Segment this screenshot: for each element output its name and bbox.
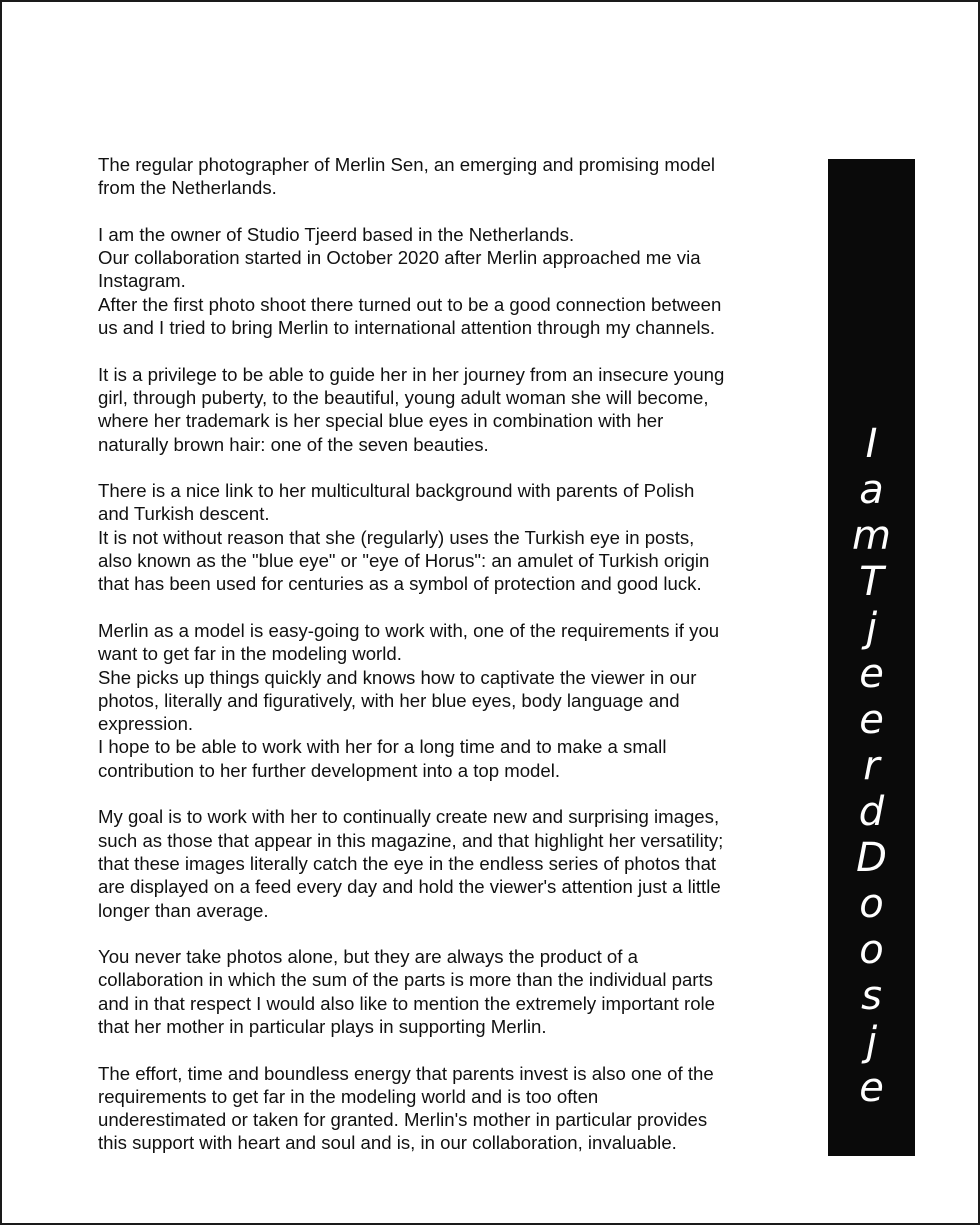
text-line: My goal is to work with her to continually create new and surprising images, — [98, 806, 720, 828]
text-line: from the Netherlands. — [98, 177, 277, 199]
sidebar-letter: o — [859, 927, 884, 973]
text-line: I am the owner of Studio Tjeerd based in the Netherlands. — [98, 223, 575, 245]
paragraph — [98, 153, 798, 200]
text-line: such as those that appear in this magazine, and that highlight her versatility; — [98, 829, 724, 851]
text-line: I hope to be able to work with her for a long time and to make a small — [98, 736, 667, 758]
text-line: naturally brown hair: one of the seven beauties. — [98, 433, 489, 455]
text-line: There is a nice link to her multicultural background with parents of Polish — [98, 480, 695, 502]
sidebar-letter: I — [865, 421, 878, 467]
text-line: It is a privilege to be able to guide her in her journey from an insecure young — [98, 363, 725, 385]
sidebar-letter: e — [859, 697, 884, 743]
text-line: us and I tried to bring Merlin to international attention through my channels. — [98, 317, 716, 339]
sidebar-letter: r — [863, 743, 880, 789]
sidebar-letter: D — [856, 835, 887, 881]
sidebar-letter: e — [859, 651, 884, 697]
sidebar-letter: a — [859, 467, 884, 513]
text-line: Merlin as a model is easy-going to work with, one of the requirements if you — [98, 619, 720, 641]
text-line: Our collaboration started in October 2020 after Merlin approached me via — [98, 247, 701, 269]
text-line: expression. — [98, 713, 194, 735]
paragraph — [98, 479, 798, 595]
text-line: are displayed on a feed every day and hold the viewer's attention just a little — [98, 876, 721, 898]
sidebar-letter: d — [858, 789, 885, 835]
text-line: girl, through puberty, to the beautiful, young adult woman she will become, — [98, 386, 709, 408]
text-line: contribution to her further development into a top model. — [98, 759, 561, 781]
sidebar-letter: s — [861, 973, 882, 1019]
sidebar-letter: j — [865, 605, 878, 651]
text-line: where her trademark is her special blue eyes in combination with her — [98, 410, 664, 432]
text-line: requirements to get far in the modeling world and is too often — [98, 1085, 599, 1107]
text-line: After the first photo shoot there turned out to be a good connection between — [98, 293, 722, 315]
text-line: The regular photographer of Merlin Sen, an emerging and promising model — [98, 154, 716, 175]
text-line: longer than average. — [98, 899, 269, 921]
text-line: You never take photos alone, but they are always the product of a — [98, 946, 638, 968]
text-line: photos, literally and figuratively, with her blue eyes, body language and — [98, 689, 680, 711]
paragraph — [98, 223, 798, 339]
text-line: this support with heart and soul and is, in our collaboration, invaluable. — [98, 1132, 677, 1154]
sidebar-letter: T — [859, 559, 884, 605]
text-line: and in that respect I would also like to mention the extremely important role — [98, 992, 716, 1014]
text-line: and Turkish descent. — [98, 503, 270, 525]
sidebar-title — [828, 421, 915, 1111]
text-line: collaboration in which the sum of the parts is more than the individual parts — [98, 969, 713, 991]
text-line: that has been used for centuries as a symbol of protection and good luck. — [98, 573, 702, 595]
text-line: underestimated or taken for granted. Merlin's mother in particular provides — [98, 1109, 708, 1131]
paragraph — [98, 1062, 798, 1155]
text-line: She picks up things quickly and knows how to captivate the viewer in our — [98, 666, 697, 688]
text-line: It is not without reason that she (regularly) uses the Turkish eye in posts, — [98, 526, 695, 548]
text-line: also known as the "blue eye" or "eye of Horus": an amulet of Turkish origin — [98, 550, 710, 572]
text-line: The effort, time and boundless energy that parents invest is also one of the — [98, 1062, 714, 1084]
sidebar-banner — [828, 159, 915, 1156]
paragraph — [98, 805, 798, 921]
sidebar-letter: j — [865, 1019, 878, 1065]
sidebar-letter: e — [859, 1065, 884, 1111]
text-line: that her mother in particular plays in supporting Merlin. — [98, 1015, 547, 1037]
text-line: Instagram. — [98, 270, 186, 292]
text-line: want to get far in the modeling world. — [98, 643, 402, 665]
paragraph — [98, 945, 798, 1038]
article-body — [98, 153, 798, 1178]
paragraph — [98, 619, 798, 782]
sidebar-letter: m — [852, 513, 891, 559]
paragraph — [98, 363, 798, 456]
sidebar-letter: o — [859, 881, 884, 927]
text-line: that these images literally catch the eye in the endless series of photos that — [98, 852, 717, 874]
